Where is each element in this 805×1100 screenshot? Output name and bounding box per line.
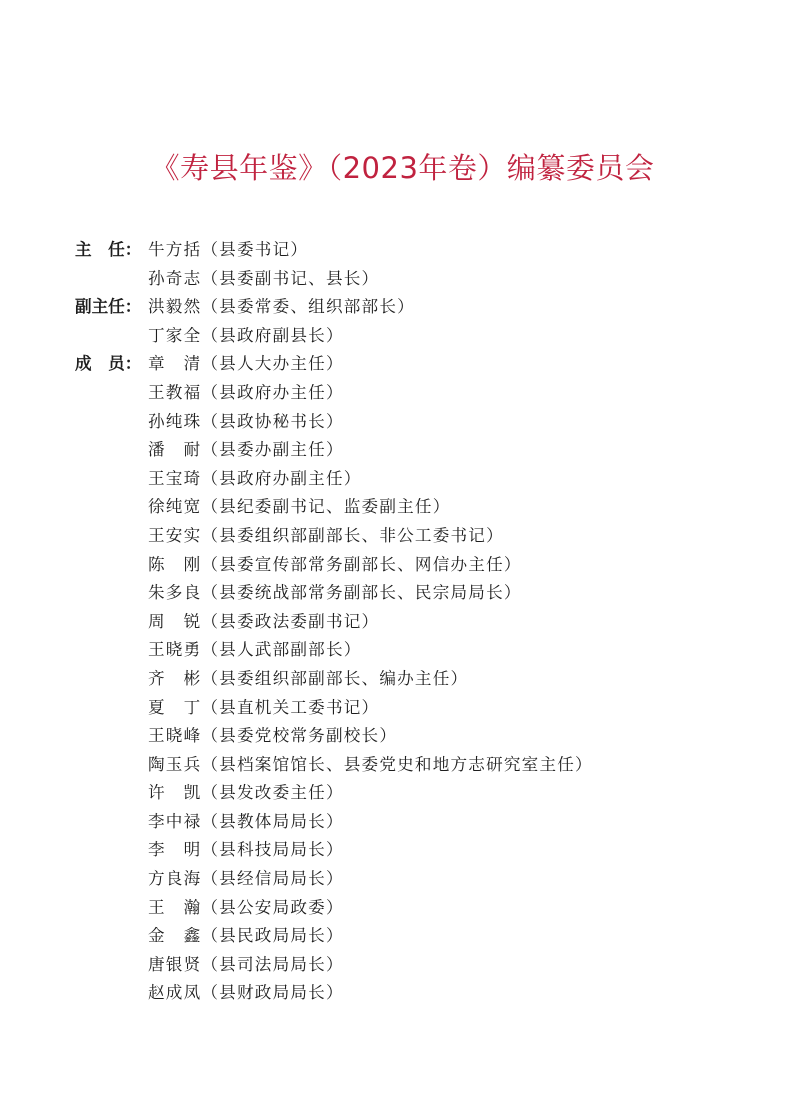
member-name: 孙纯珠 [148, 411, 202, 431]
roster-row [75, 922, 775, 951]
member-name: 洪毅然 [148, 297, 202, 317]
member-position: （县委组织部副部长、编办主任） [201, 668, 469, 688]
roster-row [75, 408, 775, 437]
member-name: 章 清 [148, 354, 202, 374]
roster-row [75, 265, 775, 294]
member-name: 齐 彬 [148, 668, 202, 688]
committee-roster [75, 236, 775, 1008]
roster-row [75, 551, 775, 580]
member-position: （县财政局局长） [201, 983, 344, 1003]
member-name: 潘 耐 [148, 440, 202, 460]
member-name: 陶玉兵 [148, 754, 202, 774]
member-position: （县委宣传部常务副部长、网信办主任） [201, 554, 522, 574]
roster-row [75, 608, 775, 637]
member-entry [148, 665, 468, 694]
member-position: （县人武部副部长） [201, 640, 362, 660]
roster-row [75, 808, 775, 837]
member-position: （县民政局局长） [201, 926, 344, 946]
member-name: 李中禄 [148, 811, 202, 831]
member-entry [148, 779, 344, 808]
roster-row [75, 236, 775, 265]
member-name: 王 瀚 [148, 897, 202, 917]
roster-row [75, 350, 775, 379]
member-entry [148, 751, 593, 780]
member-entry [148, 408, 344, 437]
roster-row [75, 379, 775, 408]
member-entry [148, 265, 379, 294]
role-label-deputy: 副主任： [75, 297, 142, 317]
roster-row [75, 979, 775, 1008]
member-name: 丁家全 [148, 325, 202, 345]
member-name: 朱多良 [148, 583, 202, 603]
member-name: 方良海 [148, 869, 202, 889]
roster-row [75, 493, 775, 522]
roster-row [75, 436, 775, 465]
member-name: 王安实 [148, 525, 202, 545]
role-label-member: 成 员： [75, 354, 142, 374]
member-name: 金 鑫 [148, 926, 202, 946]
roster-row [75, 322, 775, 351]
member-name: 陈 刚 [148, 554, 202, 574]
member-name: 牛方括 [148, 240, 202, 259]
member-position: （县委组织部副部长、非公工委书记） [201, 525, 504, 545]
member-position: （县公安局政委） [201, 897, 344, 917]
roster-row [75, 836, 775, 865]
member-position: （县委书记） [201, 240, 309, 259]
roster-row [75, 779, 775, 808]
member-position: （县政府办主任） [201, 382, 344, 402]
member-name: 唐银贤 [148, 954, 202, 974]
page-title: 《寿县年鉴》（2023年卷）编纂委员会 [150, 151, 655, 185]
member-entry [148, 579, 522, 608]
roster-row [75, 665, 775, 694]
roster-row [75, 865, 775, 894]
member-name: 许 凯 [148, 783, 202, 803]
member-position: （县委党校常务副校长） [201, 726, 398, 746]
member-position: （县发改委主任） [201, 783, 344, 803]
member-entry [148, 436, 344, 465]
member-entry [148, 922, 344, 951]
member-position: （县档案馆馆长、县委党史和地方志研究室主任） [201, 754, 593, 774]
member-entry [148, 551, 522, 580]
member-name: 王晓勇 [148, 640, 202, 660]
member-position: （县委政法委副书记） [201, 611, 380, 631]
role-label-director: 主 任： [75, 240, 142, 259]
member-position: （县直机关工委书记） [201, 697, 380, 717]
member-entry [148, 465, 362, 494]
roster-row [75, 751, 775, 780]
member-position: （县委副书记、县长） [201, 268, 380, 288]
member-entry [148, 694, 379, 723]
member-entry [148, 894, 344, 923]
member-entry [148, 608, 379, 637]
member-position: （县政府办副主任） [201, 468, 362, 488]
member-name: 王晓峰 [148, 726, 202, 746]
roster-row [75, 694, 775, 723]
roster-row [75, 522, 775, 551]
member-name: 夏 丁 [148, 697, 202, 717]
member-entry [148, 493, 451, 522]
member-entry [148, 979, 344, 1008]
member-position: （县委常委、组织部部长） [201, 297, 415, 317]
member-entry [148, 322, 344, 351]
roster-row [75, 636, 775, 665]
member-name: 周 锐 [148, 611, 202, 631]
member-position: （县政协秘书长） [201, 411, 344, 431]
member-position: （县委统战部常务副部长、民宗局局长） [201, 583, 522, 603]
member-entry [148, 293, 415, 322]
member-position: （县政府副县长） [201, 325, 344, 345]
member-position: （县经信局局长） [201, 869, 344, 889]
member-position: （县教体局局长） [201, 811, 344, 831]
member-entry [148, 522, 504, 551]
member-name: 徐纯宽 [148, 497, 202, 517]
member-position: （县纪委副书记、监委副主任） [201, 497, 451, 517]
member-position: （县委办副主任） [201, 440, 344, 460]
member-entry [148, 350, 344, 379]
roster-row [75, 722, 775, 751]
member-entry [148, 951, 344, 980]
member-name: 王宝琦 [148, 468, 202, 488]
member-name: 李 明 [148, 840, 202, 860]
member-entry [148, 236, 308, 265]
roster-row [75, 293, 775, 322]
member-entry [148, 865, 344, 894]
member-entry [148, 379, 344, 408]
roster-row [75, 579, 775, 608]
member-position: （县人大办主任） [201, 354, 344, 374]
roster-row [75, 465, 775, 494]
member-entry [148, 636, 362, 665]
member-entry [148, 836, 344, 865]
roster-row [75, 951, 775, 980]
roster-row [75, 894, 775, 923]
member-position: （县司法局局长） [201, 954, 344, 974]
member-entry [148, 722, 397, 751]
member-entry [148, 808, 344, 837]
member-name: 赵成凤 [148, 983, 202, 1003]
member-name: 孙奇志 [148, 268, 202, 288]
member-position: （县科技局局长） [201, 840, 344, 860]
member-name: 王教福 [148, 382, 202, 402]
